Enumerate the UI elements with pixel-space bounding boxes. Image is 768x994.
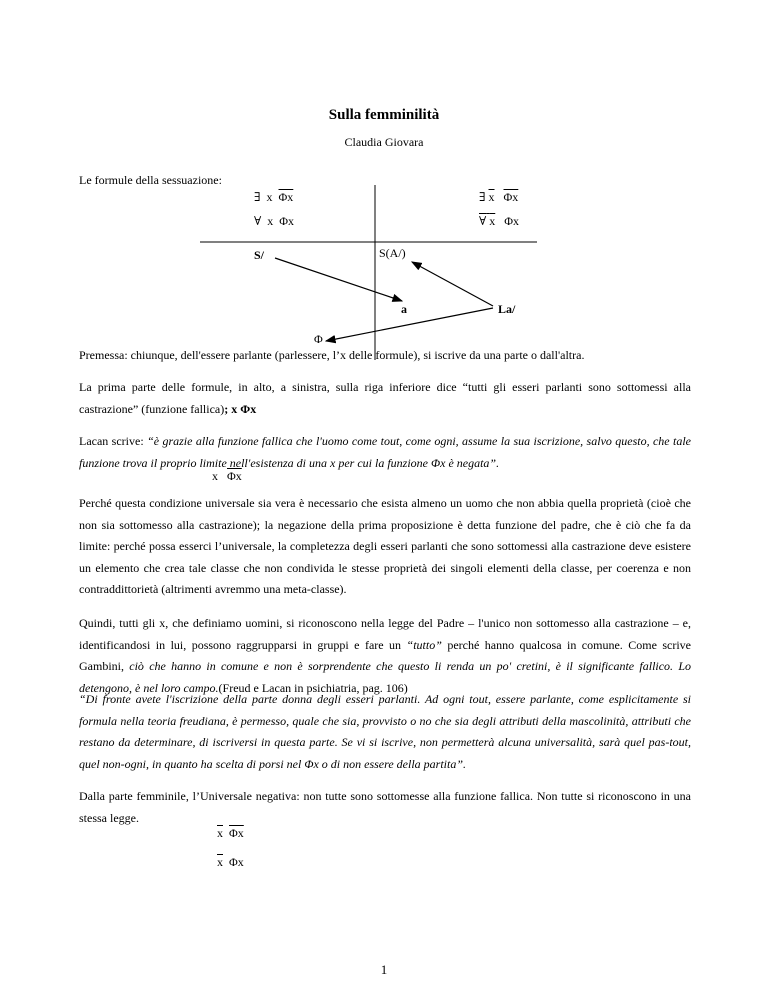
author: Claudia Giovara — [344, 135, 424, 149]
paragraph-condizione: Perché questa condizione universale sia vera è necessario che esista almeno un uomo che non abbia quella proprietà (cioè che non sia sottomesso alla castrazione); la negazione della prima proposizione è detta funzione del padre, che è ciò che fa da limite: perché possa esserci l’universale, la completezza degli esseri parlanti che sono sottomessi alla castrazione deve esistere un elemento che crea tale classe che non condivida le stesse proprietà dei singoli elementi della classe, per coerenza e non contraddittorietà (altrimenti avremmo una meta-classe). — [79, 496, 691, 596]
formula-female-1: $\overline{x}$ $\overline{\Phi x}$ — [217, 826, 244, 840]
paragraph-premessa: Premessa: chiunque, dell'essere parlante (parlessere, l’x delle formule), si iscrive da una parte o dall'altra. — [79, 348, 585, 362]
formula-right-top: ∃ $\overline{x}$ $\overline{\Phi x}$ — [479, 190, 519, 204]
arrow-s-to-a — [275, 258, 402, 301]
formula-right-bottom: ∀ x Φx — [479, 214, 520, 228]
intro-text: Le formule della sessuazione: — [79, 173, 222, 187]
page-title: Sulla femminilità — [328, 107, 440, 123]
formula-left-top: ∃ x $\overline{\Phi x}$ — [254, 190, 294, 204]
label-s-barred: S/ — [254, 248, 265, 262]
label-phi: Φ — [314, 332, 323, 346]
arrow-la-to-sa — [412, 262, 493, 306]
formula-female-2: $\overline{x}$ Φx — [217, 855, 244, 869]
label-a: a — [401, 302, 407, 316]
paragraph-citazione: “Di fronte avete l'iscrizione della parte donna degli esseri parlanti. Ad ogni tout, essere parlante, come esplicitamente si formula nella teoria freudiana, è permesso, quale che sia, provvisto o no che sia degli attributi della mascolinità, attributi che restano da determinare, di iscriversi in questa parte. Se vi si iscrive, non permetterà alcuna universalità, sarà quel pas-tout, quel non-ogni, in quanto ha scelta di porsi nel Φx o di non essere della partita”. — [79, 692, 691, 771]
paragraph-lacan: Lacan scrive: “è grazie alla funzione fallica che l'uomo come tout, come ogni, assume la sua iscrizione, salvo questo, che tale funzione trova il proprio limite nell'esistenza di una x per cui la funzione Φx è negata”. — [79, 434, 691, 470]
paragraph-prima-parte: La prima parte delle formule, in alto, a sinistra, sulla riga inferiore dice “tutti gli esseri parlanti sono sottomessi alla castrazione” (funzione fallica); x Φx — [79, 380, 691, 416]
label-la-barred: La/ — [498, 302, 516, 316]
paragraph-femminile: Dalla parte femminile, l’Universale negativa: non tutte sono sottomesse alla funzione fallica. Non tutte si riconoscono in una stessa legge. — [79, 789, 691, 825]
paragraph-quindi: Quindi, tutti gli x, che definiamo uomini, si riconoscono nella legge del Padre – l'unico non sottomesso alla castrazione – e, identificandosi in lui, possono raggrupparsi in gruppi e fare un “tutto” perché hanno qualcosa in comune. Come scrive Gambini, ciò che hanno in comune e non è sorprendente che questo li renda un po' cretini, è il significante fallico. Lo detengono, è nel loro campo.(Freud e Lacan in psichiatria, pag. 106) — [79, 616, 691, 695]
page-number: 1 — [380, 962, 388, 977]
arrow-la-to-phi — [326, 308, 493, 341]
formula-left-bottom: ∀ x Φx — [254, 214, 295, 228]
formula-negated-phi: x $\overline{\Phi x}$ — [212, 469, 242, 483]
label-s-a-barred: S(A/) — [379, 246, 406, 260]
